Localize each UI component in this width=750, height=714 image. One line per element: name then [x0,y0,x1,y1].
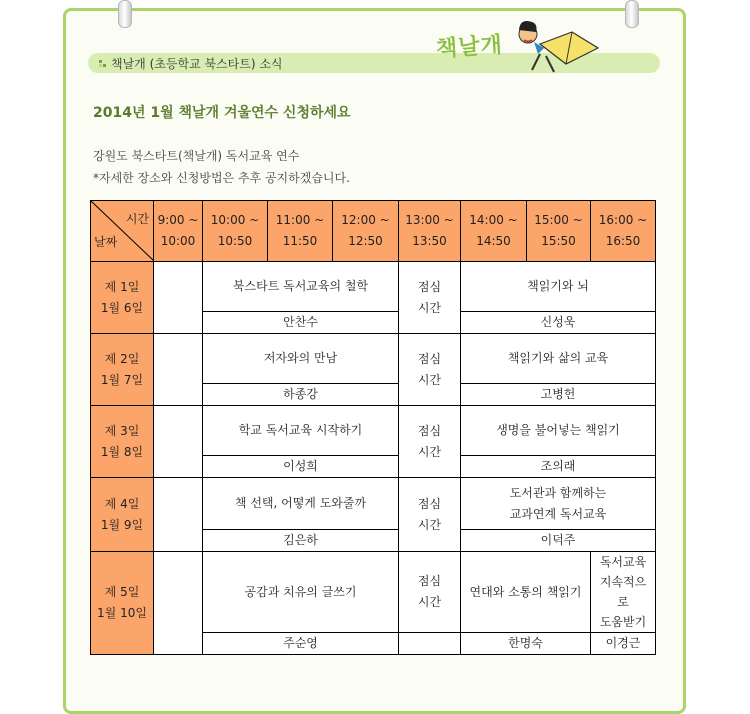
morning-speaker: 이성희 [203,456,399,478]
table-row [91,262,656,312]
mascot-illustration [510,14,605,76]
binder-ring-right [625,0,639,28]
table-row [91,552,656,633]
last-topic: 독서교육 지속적으 로 도움받기 [591,552,656,633]
empty-slot [154,552,203,655]
afternoon-topic: 도서관과 함께하는 교과연계 독서교육 [461,478,656,530]
intro-line-1: 강원도 북스타트(책날개) 독서교육 연수 [93,149,300,163]
lunch-cell: 점심 시간 [399,552,461,633]
afternoon-topic: 책읽기와 뇌 [461,262,656,312]
morning-speaker: 김은하 [203,530,399,552]
table-row [91,478,656,530]
morning-topic: 북스타트 독서교육의 철학 [203,262,399,312]
schedule-table [90,200,656,655]
time-slot-header: 13:00 ~ 13:50 [399,201,461,262]
afternoon-speaker: 고병헌 [461,384,656,406]
time-slot-header: 11:00 ~ 11:50 [268,201,333,262]
bullet-icon [99,60,106,67]
table-row [91,406,656,456]
morning-topic: 책 선택, 어떻게 도와줄까 [203,478,399,530]
time-slot-header: 16:00 ~ 16:50 [591,201,656,262]
afternoon-speaker: 한명숙 [461,633,591,655]
lunch-cell: 점심 시간 [399,406,461,478]
afternoon-topic: 책읽기와 삶의 교육 [461,334,656,384]
table-row [91,334,656,384]
table-header-row [91,201,656,262]
intro-line-2: *자세한 장소와 신청방법은 추후 공지하겠습니다. [93,171,350,185]
morning-speaker: 하종강 [203,384,399,406]
afternoon-topic: 생명을 불어넣는 책읽기 [461,406,656,456]
day-cell: 제 1일 1월 6일 [91,262,154,334]
morning-topic: 공감과 치유의 글쓰기 [203,552,399,633]
corner-date-label: 날짜 [94,235,118,249]
day-cell: 제 4일 1월 9일 [91,478,154,552]
time-slot-header: 12:00 ~ 12:50 [333,201,399,262]
morning-speaker: 안찬수 [203,312,399,334]
logo-text: 책날개 [435,32,504,63]
time-slot-header: 10:00 ~ 10:50 [203,201,268,262]
lunch-cell: 점심 시간 [399,334,461,406]
page-title: 2014년 1월 책날개 겨울연수 신청하세요 [93,105,351,121]
afternoon-topic: 연대와 소통의 책읽기 [461,552,591,633]
binder-ring-left [118,0,132,28]
empty-slot [154,262,203,334]
afternoon-speaker: 조의래 [461,456,656,478]
morning-speaker: 주순영 [203,633,399,655]
time-slot-header: 15:00 ~ 15:50 [527,201,591,262]
morning-topic: 학교 독서교육 시작하기 [203,406,399,456]
section-label: 책날개 (초등학교 북스타트) 소식 [111,57,283,71]
time-slot-header: 14:00 ~ 14:50 [461,201,527,262]
empty-slot [154,406,203,478]
morning-topic: 저자와의 만남 [203,334,399,384]
empty-slot [399,633,461,655]
day-cell: 제 2일 1월 7일 [91,334,154,406]
day-cell: 제 5일 1월 10일 [91,552,154,655]
corner-time-label: 시간 [125,212,149,226]
time-slot-header: 9:00 ~ 10:00 [154,201,203,262]
empty-slot [154,478,203,552]
empty-slot [154,334,203,406]
day-cell: 제 3일 1월 8일 [91,406,154,478]
corner-cell [91,201,154,262]
last-speaker: 이경근 [591,633,656,655]
lunch-cell: 점심 시간 [399,478,461,552]
afternoon-speaker: 이덕주 [461,530,656,552]
lunch-cell: 점심 시간 [399,262,461,334]
afternoon-speaker: 신성욱 [461,312,656,334]
